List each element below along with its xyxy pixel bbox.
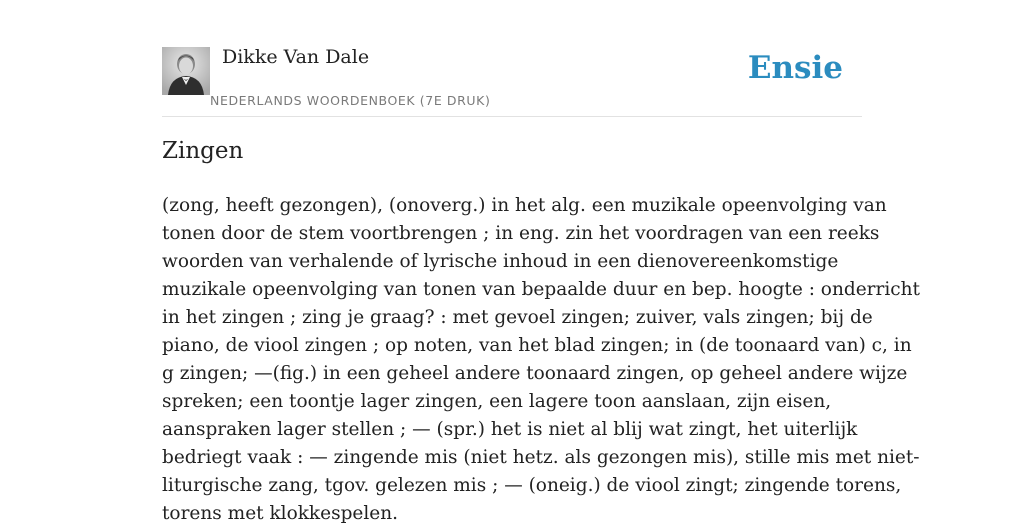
entry-definition	[162, 192, 920, 528]
definition-line: woorden van verhalende of lyrische inhoud in een dienovereenkomstige	[162, 251, 839, 272]
entry-header	[162, 44, 862, 117]
author-avatar[interactable]	[162, 47, 210, 95]
definition-line: (zong, heeft gezongen), (onoverg.) in het alg. een muzikale opeenvolging van	[162, 195, 887, 216]
definition-line: spreken; een toontje lager zingen, een lagere toon aanslaan, zijn eisen,	[162, 391, 832, 412]
entry-title: Zingen	[162, 138, 244, 164]
definition-line: piano, de viool zingen ; op noten, van het blad zingen; in (de toonaard van) c, in	[162, 335, 912, 356]
definition-line: tonen door de stem voortbrengen ; in eng. zin het voordragen van een reeks	[162, 223, 880, 244]
definition-line: torens met klokkespelen.	[162, 503, 399, 524]
source-label[interactable]: NEDERLANDS WOORDENBOEK (7E DRUK)	[210, 93, 491, 108]
definition-line: muzikale opeenvolging van tonen van bepaalde duur en bep. hoogte : onderricht	[162, 279, 920, 300]
definition-line: bedriegt vaak : — zingende mis (niet hetz. als gezongen mis), stille mis met niet-	[162, 447, 920, 468]
brand-logo[interactable]: Ensie	[747, 50, 843, 86]
definition-line: g zingen; —(fig.) in een geheel andere toonaard zingen, op geheel andere wijze	[162, 363, 908, 384]
portrait-image	[162, 47, 210, 95]
definition-line: liturgische zang, tgov. gelezen mis ; — (oneig.) de viool zingt; zingende torens,	[162, 475, 902, 496]
author-name[interactable]: Dikke Van Dale	[222, 46, 370, 68]
definition-line: aanspraken lager stellen ; — (spr.) het is niet al blij wat zingt, het uiterlijk	[162, 419, 858, 440]
definition-line: in het zingen ; zing je graag? : met gevoel zingen; zuiver, vals zingen; bij de	[162, 307, 873, 328]
